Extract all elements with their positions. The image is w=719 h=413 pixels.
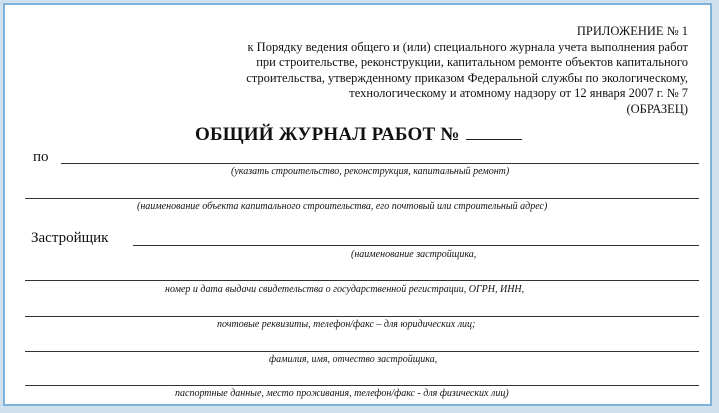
appendix-line: к Порядку ведения общего и (или) специального журнала учета выполнения работ [247, 39, 688, 54]
certificate-hint: номер и дата выдачи свидетельства о государственной регистрации, ОГРН, ИНН, [165, 284, 525, 295]
journal-number-blank[interactable] [466, 123, 522, 140]
postal-hint: почтовые реквизиты, телефон/факс – для юридических лиц; [217, 319, 476, 330]
sample-mark: (ОБРАЗЕЦ) [626, 101, 688, 116]
po-label: по [33, 149, 49, 165]
fio-hint: фамилия, имя, отчество застройщика, [269, 354, 438, 365]
object-name-hint: (наименование объекта капитального строительства, его почтовый или строительный адрес) [137, 201, 548, 212]
appendix-line: строительства, утвержденному приказом Федеральной службы по экологическому, [246, 70, 688, 85]
fio-line[interactable] [25, 351, 699, 352]
appendix-header [246, 24, 688, 117]
construction-type-line[interactable] [61, 163, 699, 164]
object-name-line[interactable] [25, 198, 699, 199]
journal-title-text: ОБЩИЙ ЖУРНАЛ РАБОТ № [195, 124, 460, 145]
passport-hint: паспортные данные, место проживания, телефон/факс - для физических лиц) [175, 388, 509, 399]
appendix-line: при строительстве, реконструкции, капитальном ремонте объектов капитального [256, 55, 688, 69]
appendix-number: ПРИЛОЖЕНИЕ № 1 [576, 24, 688, 38]
construction-type-hint: (указать строительство, реконструкция, капитальный ремонт) [231, 166, 510, 177]
postal-line[interactable] [25, 316, 699, 317]
developer-label: Застройщик [31, 230, 109, 246]
document-page [3, 3, 712, 406]
developer-name-line[interactable] [133, 245, 699, 246]
journal-title [195, 123, 522, 146]
certificate-line[interactable] [25, 280, 699, 281]
appendix-line: технологическому и атомному надзору от 12 января 2007 г. № 7 [349, 86, 688, 100]
passport-line[interactable] [25, 385, 699, 386]
developer-name-hint: (наименование застройщика, [351, 249, 477, 260]
